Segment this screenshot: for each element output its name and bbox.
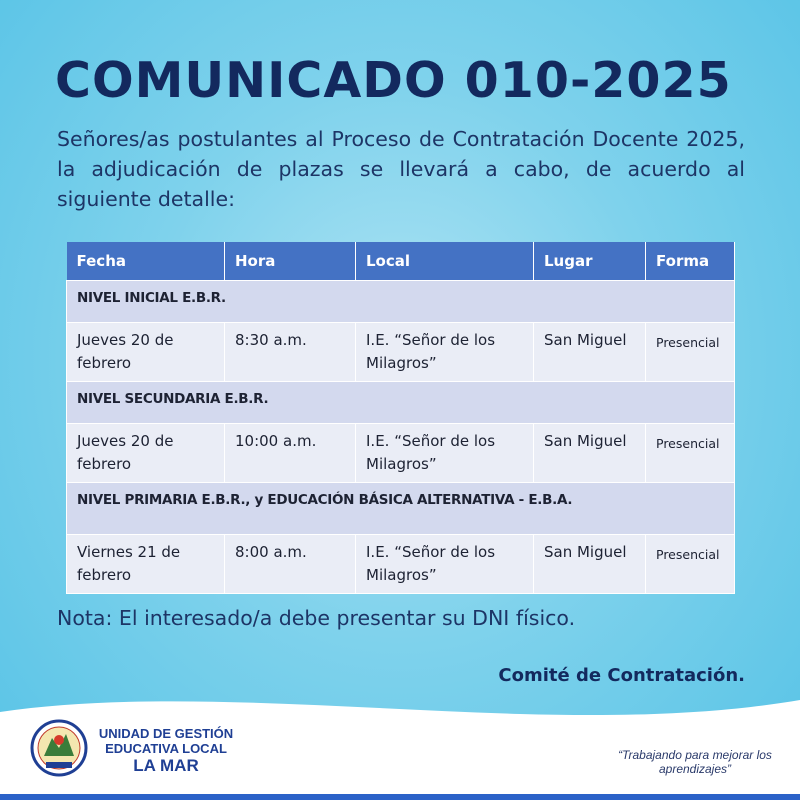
table-row [67,423,735,482]
header-hora: Hora [225,242,356,280]
organization-name [96,726,236,776]
org-line-1: UNIDAD DE GESTIÓN [98,726,234,741]
cell-forma: Presencial [646,322,735,381]
signature-text: Comité de Contratación. [498,665,745,686]
cell-hora: 8:30 a.m. [225,322,356,381]
table-header-row [67,242,735,280]
table-row [67,534,735,593]
slogan-text: “Trabajando para mejorar los aprendizajes” [618,748,772,776]
table-row [67,322,735,381]
section-row-secundaria [67,381,735,423]
header-forma: Forma [646,242,735,280]
page-title: COMUNICADO 010-2025 [55,52,732,109]
cell-hora: 8:00 a.m. [225,534,356,593]
cell-local: I.E. “Señor de los Milagros” [356,423,534,482]
org-line-2: EDUCATIVA LOCAL [105,741,227,756]
header-local: Local [356,242,534,280]
section-title: NIVEL PRIMARIA E.B.R., y EDUCACIÓN BÁSICA ALTERNATIVA - E.B.A. [67,482,735,534]
section-row-primaria [67,482,735,534]
intro-paragraph: Señores/as postulantes al Proceso de Contratación Docente 2025, la adjudicación de plazas se llevará a cabo, de acuerdo al siguiente detalle: [57,127,745,211]
cell-fecha: Jueves 20 de febrero [67,423,225,482]
header-fecha: Fecha [67,242,225,280]
note-text: Nota: El interesado/a debe presentar su DNI físico. [57,606,576,630]
ugel-crest-icon [30,718,88,780]
cell-forma: Presencial [646,534,735,593]
section-title: NIVEL SECUNDARIA E.B.R. [67,381,735,423]
cell-lugar: San Miguel [534,322,646,381]
header-lugar: Lugar [534,242,646,280]
cell-fecha: Jueves 20 de febrero [67,322,225,381]
section-title: NIVEL INICIAL E.B.R. [67,280,735,322]
cell-local: I.E. “Señor de los Milagros” [356,322,534,381]
cell-local: I.E. “Señor de los Milagros” [356,534,534,593]
cell-hora: 10:00 a.m. [225,423,356,482]
cell-forma: Presencial [646,423,735,482]
cell-fecha: Viernes 21 de febrero [67,534,225,593]
org-line-3: LA MAR [133,756,199,775]
cell-lugar: San Miguel [534,534,646,593]
schedule-table [66,242,735,594]
section-row-inicial [67,280,735,322]
cell-lugar: San Miguel [534,423,646,482]
